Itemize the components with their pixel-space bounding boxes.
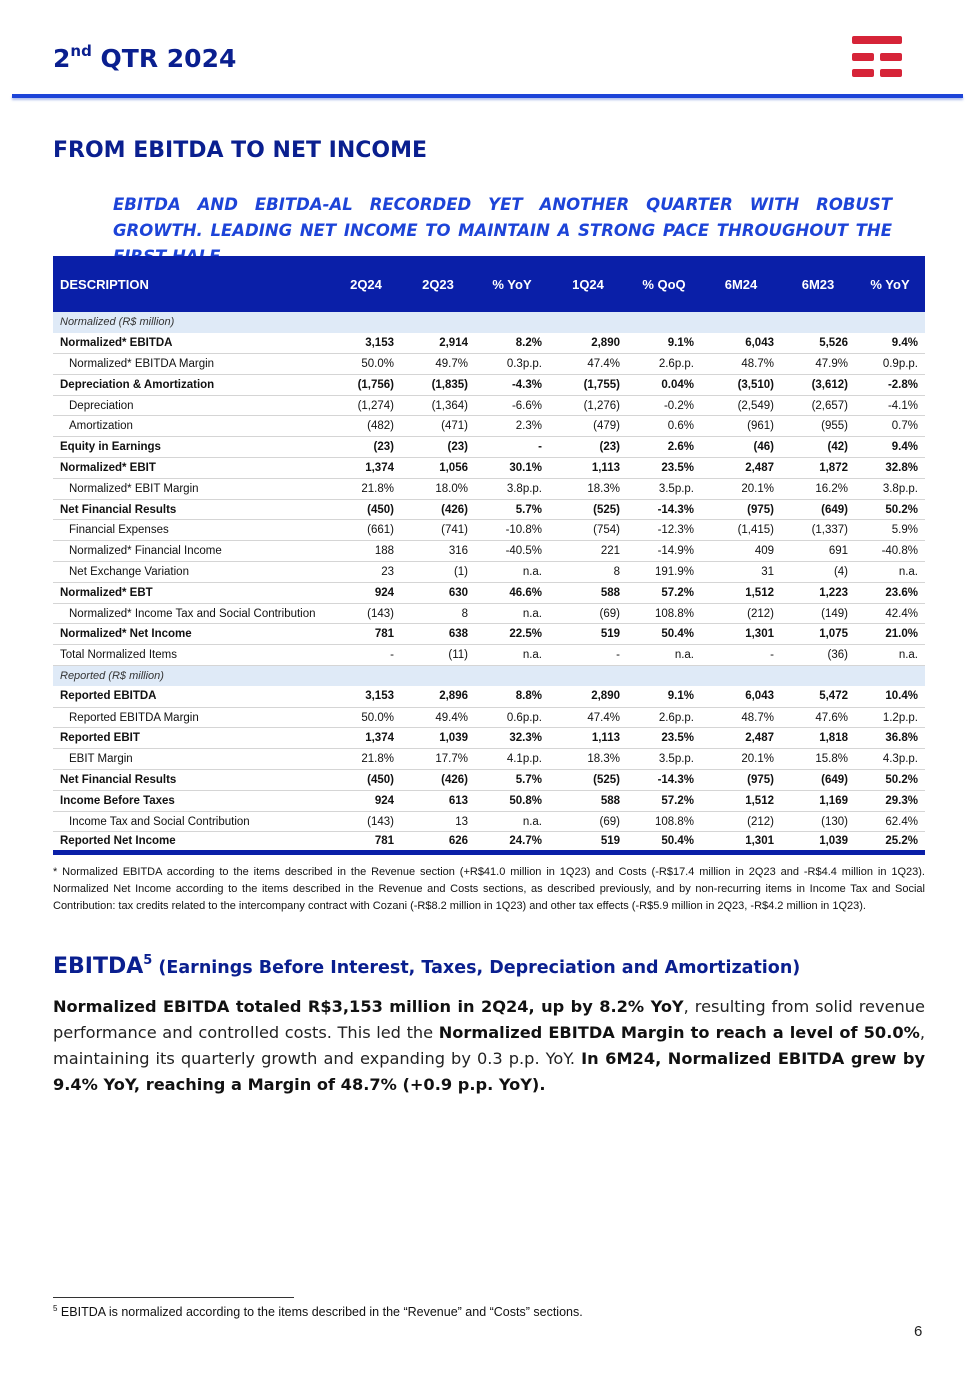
header-cell: 2Q24 <box>350 276 382 292</box>
table-cell: 0.6p.p. <box>475 707 549 728</box>
table-cell: 3.5p.p. <box>627 478 701 499</box>
table-cell: (649) <box>781 770 855 791</box>
table-cell: 47.4% <box>549 707 627 728</box>
table-cell: 626 <box>401 832 475 853</box>
table-cell: (525) <box>549 770 627 791</box>
table-cell: 1,039 <box>401 728 475 749</box>
table-cell: 0.9p.p. <box>855 354 925 375</box>
row-label: Income Tax and Social Contribution <box>53 811 331 832</box>
table-cell: 1,169 <box>781 790 855 811</box>
table-cell: 2.6p.p. <box>627 707 701 728</box>
ebitda-to-net-income-table <box>53 256 925 855</box>
table-cell: 50.0% <box>331 354 401 375</box>
table-cell: 22.5% <box>475 624 549 645</box>
table-cell: 519 <box>549 832 627 853</box>
table-cell: 1,113 <box>549 728 627 749</box>
table-cell: 588 <box>549 790 627 811</box>
table-cell: 191.9% <box>627 562 701 583</box>
table-row <box>53 790 925 811</box>
row-label: Normalized* Net Income <box>53 624 331 645</box>
row-label: Normalized* EBT <box>53 582 331 603</box>
table-cell: 48.7% <box>701 707 781 728</box>
row-label: Net Exchange Variation <box>53 562 331 583</box>
table-cell: 1,301 <box>701 624 781 645</box>
table-cell <box>781 666 855 687</box>
table-cell: (212) <box>701 811 781 832</box>
table-cell: 57.2% <box>627 790 701 811</box>
row-label: Total Normalized Items <box>53 645 331 666</box>
header-cell: 6M23 <box>801 276 835 292</box>
table-cell: 630 <box>401 582 475 603</box>
table-cell: n.a. <box>855 645 925 666</box>
table-cell: (3,510) <box>701 374 781 395</box>
section-subtitle: EBITDA AND EBITDA-AL RECORDED YET ANOTHER QUARTER WITH ROBUST GROWTH. LEADING NET INCOME TO MAINTAIN A STRONG PACE THROUGHOUT THE FIRST HALF <box>113 195 892 266</box>
table-cell: 1,512 <box>701 790 781 811</box>
table-footnote: * Normalized EBITDA according to the items described in the Revenue section (+R$41.0 million in 1Q23) and Costs (-R$17.4 million in 2Q23 and -R$4.4 million in 1Q23). Normalized Net Income according to the items described in the Revenue and Costs sections, as described previously, and by non-recurring items in Income Tax and Social Contribution: tax credits related to the intercompany contract with Cozani (-R$8.2 million in 1Q23) and other tax effects (-R$5.9 million in 2Q23, -R$4.2 million in 1Q23). <box>53 866 925 912</box>
table-section-row <box>53 312 925 333</box>
table-cell: -10.8% <box>475 520 549 541</box>
table-cell: (69) <box>549 811 627 832</box>
row-label: Amortization <box>53 416 331 437</box>
table-cell: 6,043 <box>701 333 781 354</box>
table-row <box>53 354 925 375</box>
table-cell: 924 <box>331 790 401 811</box>
table-cell: - <box>549 645 627 666</box>
table-cell: 8 <box>401 603 475 624</box>
table-cell: 588 <box>549 582 627 603</box>
row-label: Financial Expenses <box>53 520 331 541</box>
row-label: Reported (R$ million) <box>53 666 331 687</box>
table-cell: (23) <box>331 437 401 458</box>
table-cell <box>549 312 627 333</box>
tim-logo-icon <box>851 36 903 78</box>
table-cell: -12.3% <box>627 520 701 541</box>
table-cell: 9.1% <box>627 333 701 354</box>
table-cell: -4.3% <box>475 374 549 395</box>
table-row <box>53 395 925 416</box>
table-cell: 15.8% <box>781 749 855 770</box>
table-cell: 36.8% <box>855 728 925 749</box>
table-cell: (143) <box>331 603 401 624</box>
table-cell: 16.2% <box>781 478 855 499</box>
table-cell: -14.3% <box>627 499 701 520</box>
table-cell: (741) <box>401 520 475 541</box>
table-cell: (479) <box>549 416 627 437</box>
table-row <box>53 541 925 562</box>
table-cell: (955) <box>781 416 855 437</box>
table-cell: (754) <box>549 520 627 541</box>
table-cell: 24.7% <box>475 832 549 853</box>
table-cell: -2.8% <box>855 374 925 395</box>
table-cell: 50.8% <box>475 790 549 811</box>
table-cell: 9.1% <box>627 686 701 707</box>
table-cell: (1,276) <box>549 395 627 416</box>
table-cell: 18.3% <box>549 478 627 499</box>
row-label: Reported EBITDA <box>53 686 331 707</box>
table-cell: (661) <box>331 520 401 541</box>
table-row <box>53 499 925 520</box>
footnote-divider <box>53 1297 294 1298</box>
table-cell: 1,075 <box>781 624 855 645</box>
table-cell: 47.9% <box>781 354 855 375</box>
table-cell <box>475 312 549 333</box>
table-cell <box>855 666 925 687</box>
table-row <box>53 603 925 624</box>
table-cell: (525) <box>549 499 627 520</box>
table-row <box>53 728 925 749</box>
table-cell: 50.4% <box>627 624 701 645</box>
table-cell: 49.7% <box>401 354 475 375</box>
ebitda-to-net-income-table-wrap <box>53 256 925 855</box>
table-row <box>53 811 925 832</box>
table-cell: -14.9% <box>627 541 701 562</box>
table-cell: 23 <box>331 562 401 583</box>
table-cell: 8 <box>549 562 627 583</box>
table-cell <box>627 312 701 333</box>
table-cell: (482) <box>331 416 401 437</box>
ebitda-paragraph: Normalized EBITDA totaled R$3,153 million in 2Q24, up by 8.2% YoY, resulting from solid revenue performance and controlled costs. This led the Normalized EBITDA Margin to reach a level of 50.0%, maintaining its quarterly growth and expanding by 0.3 p.p. YoY. In 6M24, Normalized EBITDA grew by 9.4% YoY, reaching a Margin of 48.7% (+0.9 p.p. YoY). <box>53 997 926 1094</box>
table-cell: 50.2% <box>855 770 925 791</box>
table-cell: 781 <box>331 832 401 853</box>
table-cell: -0.2% <box>627 395 701 416</box>
table-cell: 21.8% <box>331 749 401 770</box>
table-header-row <box>53 256 925 312</box>
table-cell: 1,872 <box>781 458 855 479</box>
table-cell <box>701 312 781 333</box>
table-row <box>53 374 925 395</box>
table-cell: 2,896 <box>401 686 475 707</box>
table-cell <box>549 666 627 687</box>
table-row <box>53 458 925 479</box>
table-cell: n.a. <box>475 811 549 832</box>
row-label: Equity in Earnings <box>53 437 331 458</box>
table-cell: 2.3% <box>475 416 549 437</box>
table-cell: 47.6% <box>781 707 855 728</box>
table-cell: -40.5% <box>475 541 549 562</box>
table-cell: 3.8p.p. <box>855 478 925 499</box>
table-cell: (1,756) <box>331 374 401 395</box>
table-cell: -14.3% <box>627 770 701 791</box>
table-cell: 221 <box>549 541 627 562</box>
header-cell: % QoQ <box>642 276 686 292</box>
table-cell: 924 <box>331 582 401 603</box>
table-cell: 0.04% <box>627 374 701 395</box>
table-cell <box>627 666 701 687</box>
table-row <box>53 520 925 541</box>
table-cell: n.a. <box>855 562 925 583</box>
table-cell: 50.4% <box>627 832 701 853</box>
table-cell: 23.6% <box>855 582 925 603</box>
table-cell: 6,043 <box>701 686 781 707</box>
table-cell: 48.7% <box>701 354 781 375</box>
table-cell: (2,657) <box>781 395 855 416</box>
table-cell: 0.6% <box>627 416 701 437</box>
table-cell: 46.6% <box>475 582 549 603</box>
table-cell: 18.3% <box>549 749 627 770</box>
table-cell: 1,056 <box>401 458 475 479</box>
row-label: Reported EBITDA Margin <box>53 707 331 728</box>
row-label: Normalized* Financial Income <box>53 541 331 562</box>
table-row <box>53 832 925 853</box>
table-row <box>53 562 925 583</box>
table-cell: 62.4% <box>855 811 925 832</box>
table-cell: 188 <box>331 541 401 562</box>
table-cell: 1,301 <box>701 832 781 853</box>
table-cell: 13 <box>401 811 475 832</box>
table-cell: 108.8% <box>627 811 701 832</box>
table-cell: 1,223 <box>781 582 855 603</box>
table-cell: (23) <box>401 437 475 458</box>
table-cell: 3.5p.p. <box>627 749 701 770</box>
report-period-title: 2nd QTR 2024 <box>53 42 237 73</box>
table-cell: (1,835) <box>401 374 475 395</box>
row-label: Depreciation & Amortization <box>53 374 331 395</box>
row-label: Normalized* Income Tax and Social Contribution <box>53 603 331 624</box>
row-label: Normalized (R$ million) <box>53 312 331 333</box>
header-cell: % YoY <box>870 276 910 292</box>
row-label: Normalized* EBITDA Margin <box>53 354 331 375</box>
table-cell: 1.2p.p. <box>855 707 925 728</box>
table-cell: 316 <box>401 541 475 562</box>
table-cell: 25.2% <box>855 832 925 853</box>
table-cell: (11) <box>401 645 475 666</box>
table-row <box>53 624 925 645</box>
table-cell: 3,153 <box>331 333 401 354</box>
row-label: Net Financial Results <box>53 770 331 791</box>
table-cell <box>475 666 549 687</box>
header-cell: % YoY <box>492 276 532 292</box>
row-label: Normalized* EBIT Margin <box>53 478 331 499</box>
table-cell: 1,512 <box>701 582 781 603</box>
table-cell: 50.0% <box>331 707 401 728</box>
table-cell: 0.7% <box>855 416 925 437</box>
header-description: DESCRIPTION <box>60 276 149 292</box>
table-cell: 8.2% <box>475 333 549 354</box>
table-row <box>53 749 925 770</box>
table-cell: -6.6% <box>475 395 549 416</box>
table-cell: 1,374 <box>331 728 401 749</box>
table-cell: 32.3% <box>475 728 549 749</box>
table-cell: (1,415) <box>701 520 781 541</box>
table-cell: 2,890 <box>549 333 627 354</box>
table-cell: 781 <box>331 624 401 645</box>
table-row <box>53 416 925 437</box>
table-cell: 49.4% <box>401 707 475 728</box>
table-cell: n.a. <box>475 645 549 666</box>
table-cell <box>331 666 401 687</box>
table-cell: 50.2% <box>855 499 925 520</box>
table-cell: (1,337) <box>781 520 855 541</box>
table-cell: (36) <box>781 645 855 666</box>
table-cell: 3,153 <box>331 686 401 707</box>
table-cell: 5.7% <box>475 499 549 520</box>
table-cell: n.a. <box>627 645 701 666</box>
table-cell: 1,818 <box>781 728 855 749</box>
table-cell: 21.0% <box>855 624 925 645</box>
table-cell <box>701 666 781 687</box>
table-cell: (143) <box>331 811 401 832</box>
table-cell: (46) <box>701 437 781 458</box>
table-cell: (649) <box>781 499 855 520</box>
table-cell: 5,472 <box>781 686 855 707</box>
table-cell: - <box>475 437 549 458</box>
table-cell <box>331 312 401 333</box>
row-label: Reported EBIT <box>53 728 331 749</box>
table-cell: 2,890 <box>549 686 627 707</box>
table-cell <box>781 312 855 333</box>
table-cell: (961) <box>701 416 781 437</box>
table-cell: n.a. <box>475 562 549 583</box>
table-cell: 691 <box>781 541 855 562</box>
table-cell: (130) <box>781 811 855 832</box>
table-cell: (1,274) <box>331 395 401 416</box>
table-cell: 2,914 <box>401 333 475 354</box>
table-cell: 20.1% <box>701 749 781 770</box>
row-label: Normalized* EBIT <box>53 458 331 479</box>
table-cell: 9.4% <box>855 437 925 458</box>
table-cell: (975) <box>701 770 781 791</box>
table-cell: (4) <box>781 562 855 583</box>
row-label: Income Before Taxes <box>53 790 331 811</box>
table-cell <box>401 666 475 687</box>
table-cell: (2,549) <box>701 395 781 416</box>
table-cell: 31 <box>701 562 781 583</box>
table-cell: (975) <box>701 499 781 520</box>
table-section-row <box>53 666 925 687</box>
table-cell: 18.0% <box>401 478 475 499</box>
table-cell: - <box>701 645 781 666</box>
table-cell: (149) <box>781 603 855 624</box>
table-cell: - <box>331 645 401 666</box>
table-cell: 17.7% <box>401 749 475 770</box>
table-cell: 1,039 <box>781 832 855 853</box>
table-cell: 20.1% <box>701 478 781 499</box>
footnote-5: $^5$ EBITDA is normalized according to the items described in the “Revenue” and “Costs” sections. <box>53 1304 583 1320</box>
table-cell: 2,487 <box>701 728 781 749</box>
table-cell: (3,612) <box>781 374 855 395</box>
table-cell: (426) <box>401 499 475 520</box>
table-cell: 23.5% <box>627 728 701 749</box>
table-cell: 0.3p.p. <box>475 354 549 375</box>
table-cell: 29.3% <box>855 790 925 811</box>
table-cell: (23) <box>549 437 627 458</box>
section-title: FROM EBITDA TO NET INCOME <box>53 138 427 163</box>
table-cell: (1,755) <box>549 374 627 395</box>
header-cell: 2Q23 <box>422 276 454 292</box>
table-cell: 409 <box>701 541 781 562</box>
table-cell: 2.6% <box>627 437 701 458</box>
header-cell: 6M24 <box>724 276 758 292</box>
table-cell: 108.8% <box>627 603 701 624</box>
table-cell: (69) <box>549 603 627 624</box>
table-cell: (426) <box>401 770 475 791</box>
row-label: Depreciation <box>53 395 331 416</box>
table-cell: 3.8p.p. <box>475 478 549 499</box>
table-cell: 9.4% <box>855 333 925 354</box>
table-cell: 8.8% <box>475 686 549 707</box>
table-cell: 5.7% <box>475 770 549 791</box>
table-cell: 613 <box>401 790 475 811</box>
table-cell: 57.2% <box>627 582 701 603</box>
table-cell: (471) <box>401 416 475 437</box>
table-cell: 42.4% <box>855 603 925 624</box>
header-divider <box>12 94 963 98</box>
header-cell: 1Q24 <box>572 276 604 292</box>
table-cell: -4.1% <box>855 395 925 416</box>
table-cell: (212) <box>701 603 781 624</box>
table-cell: 519 <box>549 624 627 645</box>
ebitda-section-title: EBITDA$^5$ (Earnings Before Interest, Taxes, Depreciation and Amortization) <box>53 953 801 979</box>
table-row <box>53 333 925 354</box>
table-cell: 4.1p.p. <box>475 749 549 770</box>
table-cell: 638 <box>401 624 475 645</box>
table-cell: 23.5% <box>627 458 701 479</box>
table-cell: (450) <box>331 499 401 520</box>
table-cell: 1,374 <box>331 458 401 479</box>
table-cell: (450) <box>331 770 401 791</box>
table-cell: -40.8% <box>855 541 925 562</box>
table-cell: 2,487 <box>701 458 781 479</box>
table-row <box>53 645 925 666</box>
table-cell: 4.3p.p. <box>855 749 925 770</box>
table-cell: 2.6p.p. <box>627 354 701 375</box>
table-cell: 21.8% <box>331 478 401 499</box>
table-body <box>53 312 925 853</box>
page-number: 6 <box>914 1323 923 1340</box>
table-row <box>53 770 925 791</box>
table-row <box>53 478 925 499</box>
table-row <box>53 582 925 603</box>
table-row <box>53 707 925 728</box>
table-cell: 32.8% <box>855 458 925 479</box>
table-cell: (1,364) <box>401 395 475 416</box>
table-cell: 47.4% <box>549 354 627 375</box>
row-label: EBIT Margin <box>53 749 331 770</box>
table-row <box>53 437 925 458</box>
table-cell: 10.4% <box>855 686 925 707</box>
table-cell: 1,113 <box>549 458 627 479</box>
table-cell <box>855 312 925 333</box>
table-cell: 5,526 <box>781 333 855 354</box>
table-cell: 5.9% <box>855 520 925 541</box>
table-cell <box>401 312 475 333</box>
row-label: Net Financial Results <box>53 499 331 520</box>
table-cell: 30.1% <box>475 458 549 479</box>
table-cell: n.a. <box>475 603 549 624</box>
table-cell: (42) <box>781 437 855 458</box>
table-cell: (1) <box>401 562 475 583</box>
row-label: Normalized* EBITDA <box>53 333 331 354</box>
table-row <box>53 686 925 707</box>
row-label: Reported Net Income <box>53 832 331 853</box>
